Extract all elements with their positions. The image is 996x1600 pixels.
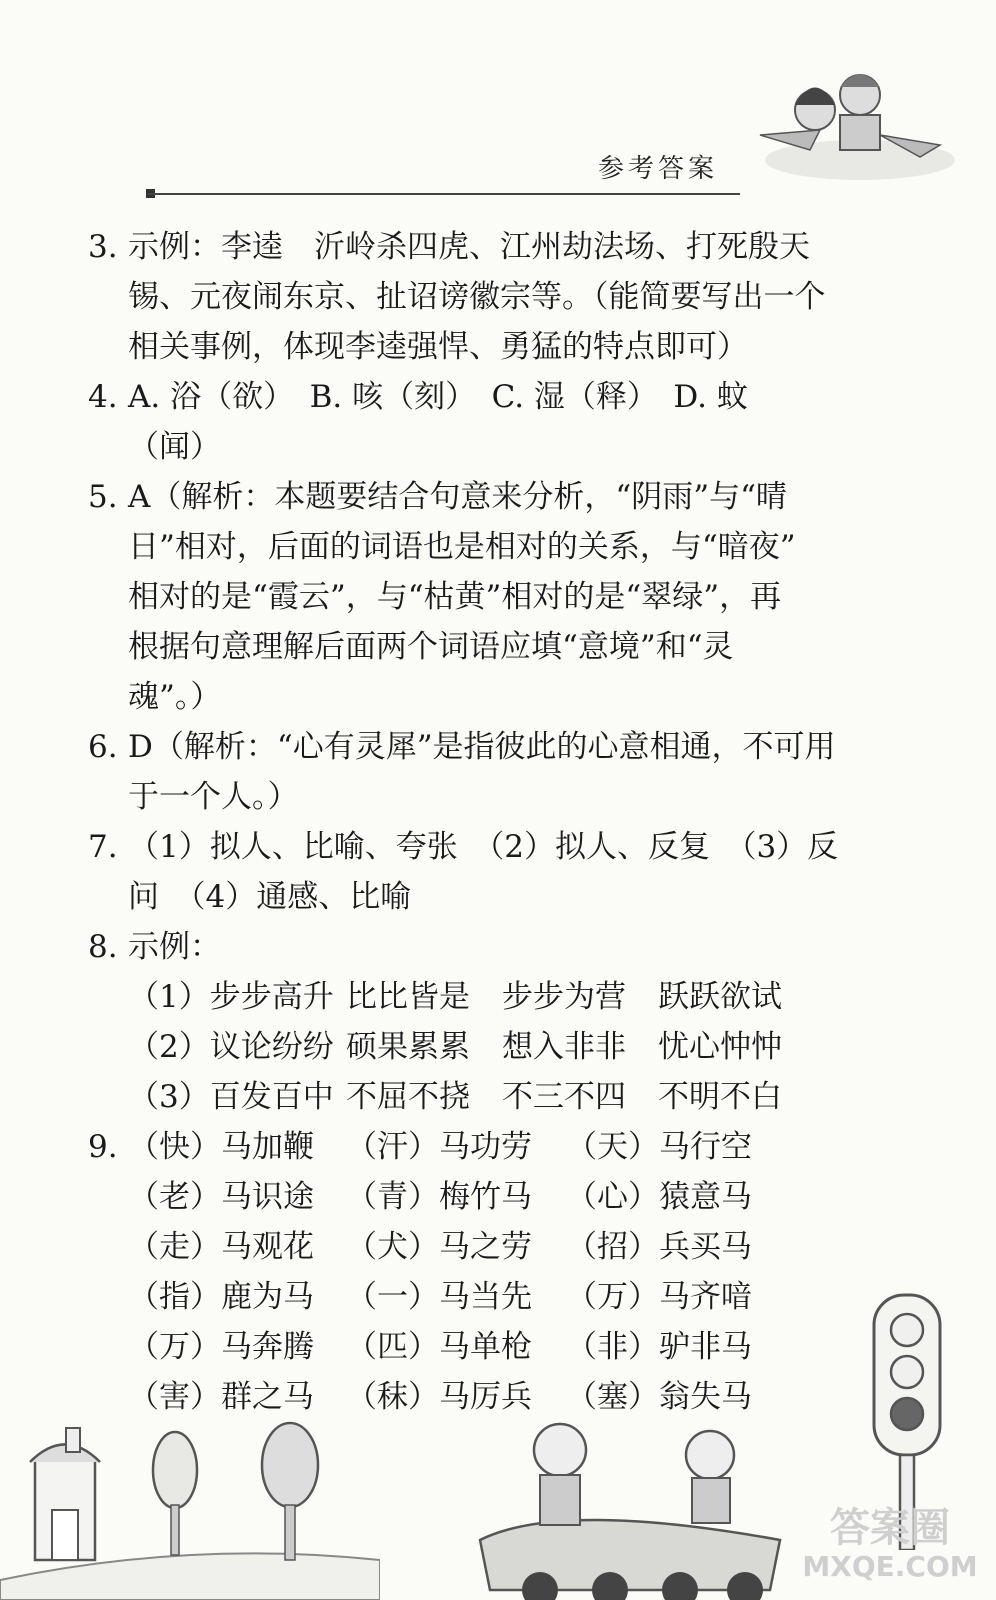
item-number: 5.: [88, 479, 118, 515]
idiom-cell: （青）梅竹马: [346, 1179, 532, 1215]
idiom-cell: 跃跃欲试: [658, 979, 782, 1015]
idiom-cell: （1）步步高升: [128, 979, 334, 1015]
idiom-row: [128, 1222, 878, 1272]
item-number: 8.: [88, 929, 118, 965]
watermark: [790, 1505, 990, 1583]
idiom-cell: （害）群之马: [128, 1379, 314, 1415]
answer-line: （闻）: [128, 429, 221, 465]
idiom-grid-8: [88, 972, 878, 1122]
idiom-cell: 不明不白: [658, 1079, 782, 1115]
idiom-row: [128, 1172, 878, 1222]
answer-line: 示例：李逵 沂岭杀四虎、江州劫法场、打死殷天: [128, 229, 810, 265]
page-header-title: 参考答案: [598, 154, 719, 184]
answer-line: A（解析：本题要结合句意来分析，“阴雨”与“晴: [128, 479, 787, 515]
idiom-cell: 硕果累累: [346, 1029, 470, 1065]
idiom-cell: （招）兵买马: [566, 1229, 752, 1265]
idiom-cell: （一）马当先: [346, 1279, 532, 1315]
idiom-row: [128, 1022, 878, 1072]
idiom-cell: （万）马齐喑: [566, 1279, 752, 1315]
idiom-cell: 不三不四: [502, 1079, 626, 1115]
watermark-line2: MXQE.COM: [802, 1550, 978, 1583]
idiom-grid-9: [128, 1122, 878, 1422]
answer-line: 于一个人。）: [128, 779, 299, 815]
idiom-cell: （快）马加鞭: [128, 1129, 314, 1165]
idiom-cell: （走）马观花: [128, 1229, 314, 1265]
answer-line: 相对的是“霞云”，与“枯黄”相对的是“翠绿”，再: [128, 579, 782, 615]
item-number: 6.: [88, 729, 118, 765]
header-rule: [148, 193, 740, 195]
idiom-cell: 想入非非: [502, 1029, 626, 1065]
answer-line: 日”相对，后面的词语也是相对的关系，与“暗夜”: [128, 529, 796, 565]
idiom-cell: （秣）马厉兵: [346, 1379, 532, 1415]
idiom-cell: 不屈不挠: [346, 1079, 470, 1115]
idiom-cell: 忧心忡忡: [658, 1029, 782, 1065]
answer-item-4: [88, 372, 878, 472]
answer-item-5: [88, 472, 878, 722]
idiom-cell: （匹）马单枪: [346, 1329, 532, 1365]
idiom-cell: （万）马奔腾: [128, 1329, 314, 1365]
item-number: 9.: [88, 1129, 118, 1165]
idiom-cell: （心）猿意马: [566, 1179, 752, 1215]
kids-car-illustration: [470, 1400, 800, 1600]
answer-list: [88, 222, 878, 1422]
answer-item-8: [88, 922, 878, 972]
idiom-row: [128, 1072, 878, 1122]
idiom-cell: （3）百发百中: [128, 1079, 334, 1115]
idiom-cell: （塞）翁失马: [566, 1379, 752, 1415]
answer-line: 问 （4）通感、比喻: [128, 879, 412, 915]
item-number: 4.: [88, 379, 118, 415]
answer-line: 锡、元夜闹东京、扯诏谤徽宗等。（能简要写出一个: [128, 279, 826, 315]
idiom-row: [128, 1122, 878, 1172]
idiom-cell: （老）马识途: [128, 1179, 314, 1215]
idiom-cell: （2）议论纷纷: [128, 1029, 334, 1065]
answer-line: D（解析：“心有灵犀”是指彼此的心意相通，不可用: [128, 729, 836, 765]
idiom-cell: （指）鹿为马: [128, 1279, 314, 1315]
idiom-row: [128, 1322, 878, 1372]
watermark-line1: 答案圈: [830, 1505, 950, 1551]
idiom-cell: 比比皆是: [346, 979, 470, 1015]
idiom-row: [128, 972, 878, 1022]
answer-item-6: [88, 722, 878, 822]
idiom-cell: 步步为营: [502, 979, 626, 1015]
idiom-cell: （天）马行空: [566, 1129, 752, 1165]
answer-intro: 示例：: [128, 929, 221, 965]
answer-line: 根据句意理解后面两个词语应填“意境”和“灵: [128, 629, 734, 665]
answer-line: （1）拟人、比喻、夸张 （2）拟人、反复 （3）反: [128, 829, 839, 865]
answer-line: A. 浴（欲） B. 咳（刻） C. 湿（释） D. 蚊: [128, 379, 748, 415]
item-number: 7.: [88, 829, 118, 865]
answer-line: 相关事例，体现李逵强悍、勇猛的特点即可）: [128, 329, 748, 365]
kids-illustration-top: [740, 55, 960, 195]
idiom-row: [128, 1272, 878, 1322]
idiom-cell: （非）驴非马: [566, 1329, 752, 1365]
idiom-cell: （犬）马之劳: [346, 1229, 532, 1265]
answer-item-9: [88, 1122, 878, 1422]
item-number: 3.: [88, 229, 118, 265]
answer-item-7: [88, 822, 878, 922]
answer-item-3: [88, 222, 878, 372]
house-trees-illustration: [0, 1400, 380, 1600]
idiom-cell: （汗）马功劳: [346, 1129, 532, 1165]
answer-line: 魂”。）: [128, 679, 222, 715]
